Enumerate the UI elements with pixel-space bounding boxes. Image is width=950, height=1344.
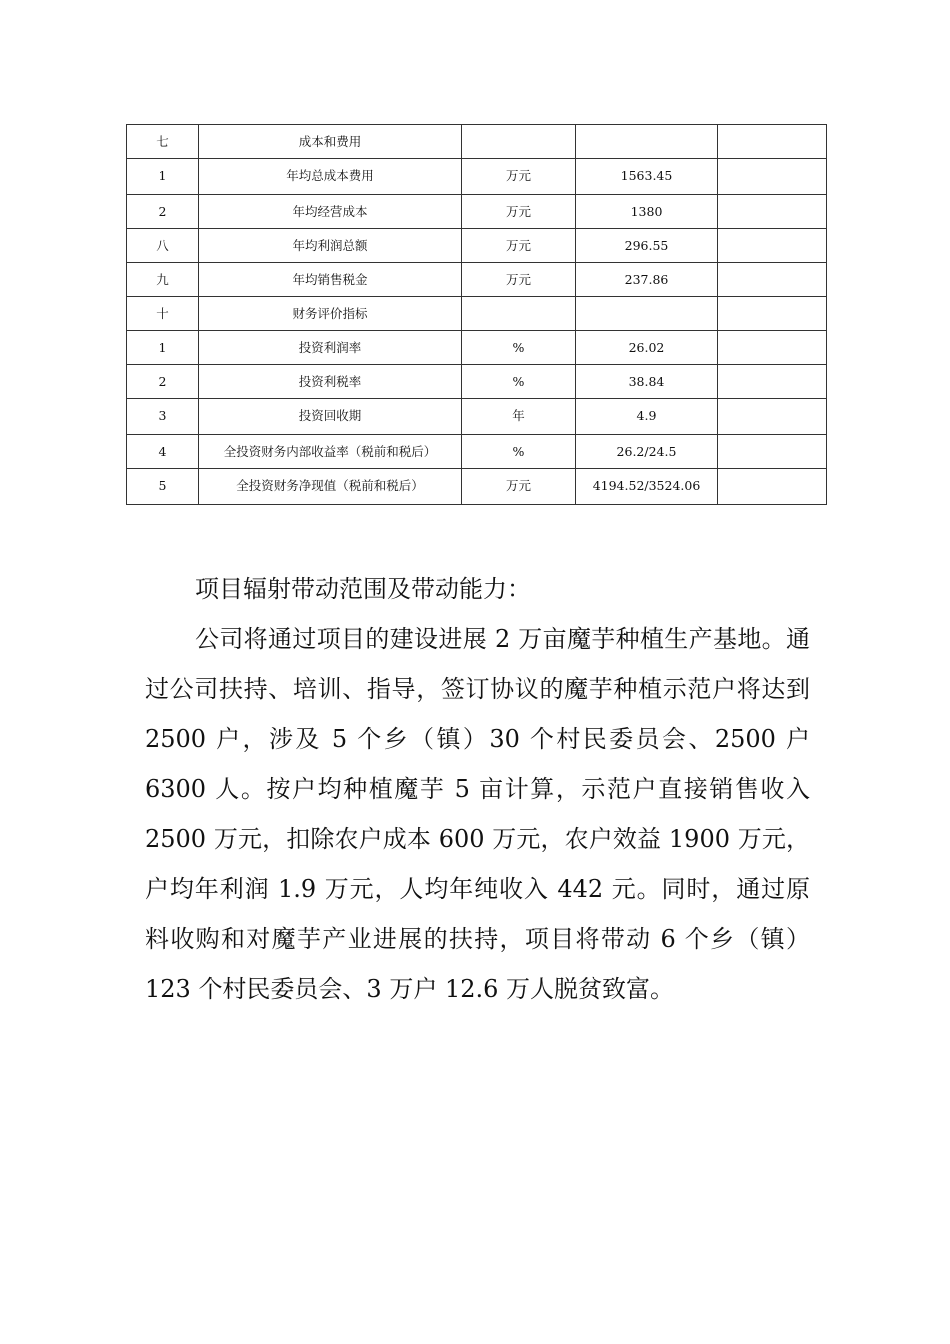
row-value: 237.86	[576, 263, 718, 297]
row-unit: %	[462, 331, 576, 365]
row-unit: 万元	[462, 195, 576, 229]
section-heading: 项目辐射带动范围及带动能力：	[195, 575, 531, 603]
row-note	[718, 365, 827, 399]
row-unit: %	[462, 365, 576, 399]
row-item: 全投资财务净现值（税前和税后）	[199, 469, 462, 505]
financial-indicator-table	[126, 124, 827, 505]
row-value	[576, 125, 718, 159]
row-number: 十	[127, 297, 199, 331]
row-number: 九	[127, 263, 199, 297]
table-row	[127, 399, 827, 435]
row-note	[718, 263, 827, 297]
row-item: 财务评价指标	[199, 297, 462, 331]
row-value: 296.55	[576, 229, 718, 263]
row-value: 26.02	[576, 331, 718, 365]
row-note	[718, 195, 827, 229]
row-item: 全投资财务内部收益率（税前和税后）	[199, 435, 462, 469]
table-row	[127, 195, 827, 229]
row-unit: 年	[462, 399, 576, 435]
table-row	[127, 435, 827, 469]
row-item: 年均销售税金	[199, 263, 462, 297]
row-note	[718, 125, 827, 159]
table-row	[127, 159, 827, 195]
row-value: 1563.45	[576, 159, 718, 195]
row-note	[718, 159, 827, 195]
row-value: 4.9	[576, 399, 718, 435]
table-row	[127, 297, 827, 331]
table-row	[127, 263, 827, 297]
row-unit	[462, 125, 576, 159]
row-item: 投资回收期	[199, 399, 462, 435]
row-unit	[462, 297, 576, 331]
row-value: 38.84	[576, 365, 718, 399]
table-row	[127, 469, 827, 505]
row-unit: %	[462, 435, 576, 469]
table-row	[127, 125, 827, 159]
row-note	[718, 331, 827, 365]
section-text	[145, 564, 810, 1014]
row-note	[718, 297, 827, 331]
row-item: 年均经营成本	[199, 195, 462, 229]
row-item: 年均总成本费用	[199, 159, 462, 195]
row-item: 投资利税率	[199, 365, 462, 399]
row-number: 1	[127, 331, 199, 365]
row-note	[718, 469, 827, 505]
row-value: 1380	[576, 195, 718, 229]
row-number: 1	[127, 159, 199, 195]
row-value: 4194.52/3524.06	[576, 469, 718, 505]
row-unit: 万元	[462, 263, 576, 297]
row-value: 26.2/24.5	[576, 435, 718, 469]
row-note	[718, 435, 827, 469]
row-item: 投资利润率	[199, 331, 462, 365]
row-unit: 万元	[462, 159, 576, 195]
section-paragraph: 公司将通过项目的建设进展 2 万亩魔芋种植生产基地。通过公司扶持、培训、指导，签订协议的魔芋种植示范户将达到 2500 户，涉及 5 个乡（镇）30 个村民委员会、2500 户 6300 人。按户均种植魔芋 5 亩计算，示范户直接销售收入 2500 万元，扣除农户成本 600 万元，农户效益 1900 万元，户均年利润 1.9 万元，人均年纯收入 442 元。同时，通过原料收购和对魔芋产业进展的扶持，项目将带动 6 个乡（镇）123 个村民委员会、3 万户 12.6 万人脱贫致富。	[145, 625, 810, 1003]
row-number: 八	[127, 229, 199, 263]
row-number: 4	[127, 435, 199, 469]
row-number: 2	[127, 365, 199, 399]
row-number: 3	[127, 399, 199, 435]
table-row	[127, 365, 827, 399]
table-row	[127, 331, 827, 365]
row-unit: 万元	[462, 229, 576, 263]
row-item: 年均利润总额	[199, 229, 462, 263]
row-note	[718, 229, 827, 263]
row-note	[718, 399, 827, 435]
row-number: 七	[127, 125, 199, 159]
row-item: 成本和费用	[199, 125, 462, 159]
table-row	[127, 229, 827, 263]
row-number: 2	[127, 195, 199, 229]
row-unit: 万元	[462, 469, 576, 505]
row-number: 5	[127, 469, 199, 505]
row-value	[576, 297, 718, 331]
